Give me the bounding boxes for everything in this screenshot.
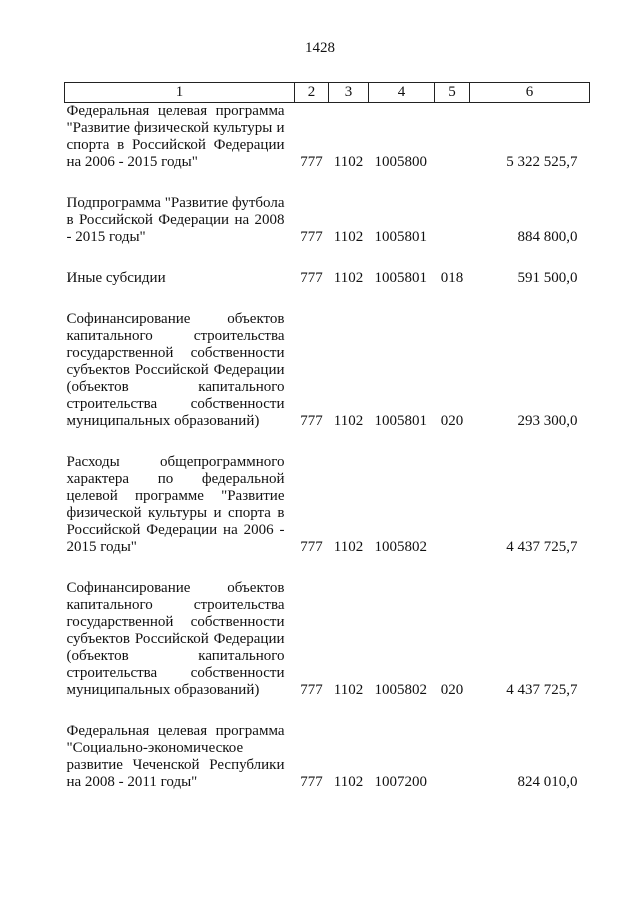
row-col-2: 777 — [300, 154, 323, 170]
budget-table — [64, 82, 590, 795]
page-number: 1428 — [305, 40, 335, 56]
row-col-2: 777 — [300, 774, 323, 790]
row-amount: 4 437 725,7 — [506, 539, 578, 555]
row-col-3: 1102 — [333, 539, 364, 555]
row-col-5 — [435, 195, 470, 250]
table-row — [65, 580, 590, 703]
table-row — [65, 311, 590, 434]
row-col-3: 1102 — [333, 413, 364, 429]
header-col-4: 4 — [369, 83, 435, 103]
header-col-1: 1 — [65, 83, 295, 103]
row-description: Иные субсидии — [66, 270, 166, 286]
table-row — [65, 103, 590, 176]
row-col-3: 1102 — [333, 270, 364, 286]
row-col-2: 777 — [300, 229, 323, 245]
row-description: Подпрограмма "Развитие футбола в Российской Федерации на 2008 - 2015 годы" — [66, 195, 285, 245]
row-col-3: 1102 — [333, 774, 364, 790]
row-col-5 — [435, 103, 470, 176]
row-col-3: 1102 — [333, 154, 364, 170]
header-col-5: 5 — [435, 83, 470, 103]
table-row — [65, 723, 590, 795]
row-col-4: 1005802 — [374, 682, 427, 698]
table-row — [65, 195, 590, 250]
row-amount: 824 010,0 — [517, 774, 578, 790]
row-description: Софинансирование объектов капитального строительства государственной собственности субъектов Российской Федерации (объектов капитального строительства собственности муниципальных образований) — [66, 580, 285, 698]
row-amount: 4 437 725,7 — [506, 682, 578, 698]
row-col-4: 1005800 — [374, 154, 427, 170]
row-col-4: 1005801 — [374, 229, 427, 245]
row-col-4: 1005801 — [374, 270, 427, 286]
row-col-2: 777 — [300, 539, 323, 555]
row-col-5 — [435, 723, 470, 795]
table-row — [65, 270, 590, 291]
row-col-5: 020 — [440, 413, 464, 429]
row-amount: 884 800,0 — [517, 229, 578, 245]
table-header-row — [65, 83, 590, 103]
row-col-4: 1005802 — [374, 539, 427, 555]
header-col-6: 6 — [470, 83, 590, 103]
table-row — [65, 454, 590, 560]
row-col-3: 1102 — [333, 229, 364, 245]
row-col-2: 777 — [300, 682, 323, 698]
row-col-5 — [435, 454, 470, 560]
header-col-3: 3 — [329, 83, 369, 103]
row-amount: 591 500,0 — [517, 270, 578, 286]
row-col-4: 1005801 — [374, 413, 427, 429]
row-description: Федеральная целевая программа "Развитие физической культуры и спорта в Российской Федерации на 2006 - 2015 годы" — [66, 103, 285, 170]
row-col-4: 1007200 — [374, 774, 427, 790]
row-amount: 5 322 525,7 — [506, 154, 578, 170]
row-description: Расходы общепрограммного характера по федеральной целевой программе "Развитие физической культуры и спорта в Российской Федерации на 2006 - 2015 годы" — [66, 454, 285, 555]
row-description: Софинансирование объектов капитального строительства государственной собственности субъектов Российской Федерации (объектов капитального строительства собственности муниципальных образований) — [66, 311, 285, 429]
header-col-2: 2 — [295, 83, 329, 103]
row-amount: 293 300,0 — [517, 413, 578, 429]
row-col-3: 1102 — [333, 682, 364, 698]
row-col-5: 018 — [440, 270, 464, 286]
row-col-5: 020 — [440, 682, 464, 698]
row-description: Федеральная целевая программа "Социально-экономическое развитие Чеченской Республики на 2008 - 2011 годы" — [66, 723, 285, 790]
row-col-2: 777 — [300, 270, 323, 286]
row-col-2: 777 — [300, 413, 323, 429]
